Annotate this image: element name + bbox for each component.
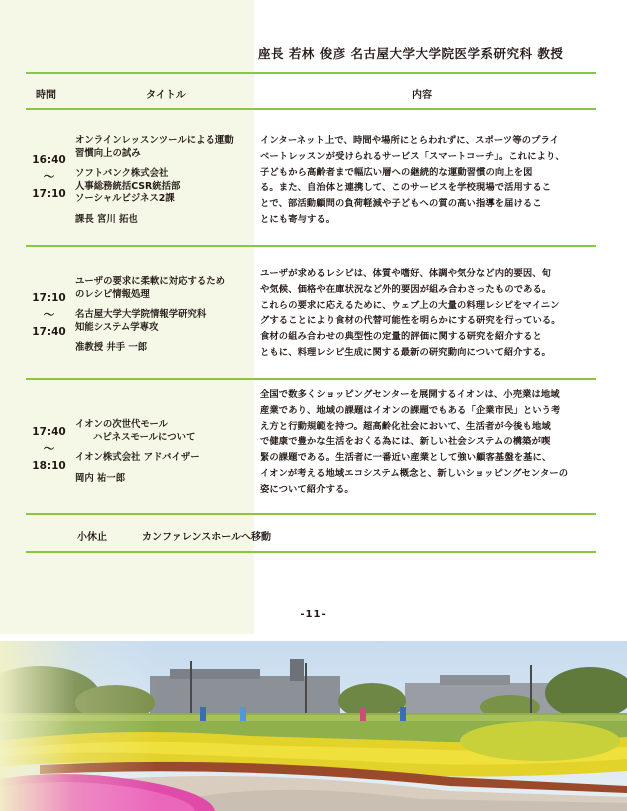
- time-separator: ～: [43, 309, 55, 321]
- time-separator: ～: [43, 443, 55, 455]
- rule-row-3: [26, 513, 596, 515]
- time-end: 17:40: [32, 326, 66, 338]
- campus-photo: [0, 641, 627, 811]
- speaker-org-line: 名古屋大学大学院情報学研究科: [75, 309, 207, 321]
- description-line: で健康で豊かな生活をおくる為には、新しい社会システムの構築が喫: [260, 436, 551, 448]
- time-slot-2: [26, 290, 72, 341]
- description-line: 子どもから高齢者まで幅広い層への継続的な運動習慣の向上を図: [260, 166, 533, 178]
- speaker-name: 岡内 祐一郎: [75, 472, 126, 484]
- rule-row-1: [26, 245, 596, 247]
- description-line: や気候、価格や在庫状況など外的要因が組み合わさったものである。: [260, 283, 552, 295]
- speaker-name: 准教授 井手 一郎: [75, 342, 148, 354]
- break-label: 小休止: [77, 532, 107, 543]
- campus-photo-drawing: [0, 641, 627, 811]
- speaker-org-line: 人事総務統括CSR統括部: [75, 180, 181, 192]
- session-title-line: のレシピ情報処理: [75, 288, 150, 300]
- description-line: グすることにより食材の代替可能性を明らかにする研究を行っている。: [260, 315, 561, 327]
- chair-line: 座長 若林 俊彦 名古屋大学大学院医学系研究科 教授: [258, 46, 564, 61]
- session-description-1: [260, 133, 594, 228]
- time-slot-3: [26, 424, 72, 475]
- time-start: 17:40: [32, 426, 66, 438]
- description-line: ユーザが求めるレシピは、体質や嗜好、体調や気分など内的要因、旬: [260, 268, 552, 279]
- description-line: ともに、料理レシピ生成に関する最新の研究動向について紹介する。: [260, 346, 551, 358]
- header-title: タイトル: [146, 90, 186, 101]
- speaker-org-line: イオン株式会社 アドバイザー: [75, 452, 200, 464]
- break-note: カンファレンスホールへ移動: [142, 532, 272, 543]
- description-line: 緊の課題である。生活者に一番近い産業として強い顧客基盤を基に、: [260, 452, 552, 464]
- time-slot-1: [26, 152, 72, 203]
- time-separator: ～: [43, 171, 55, 183]
- description-line: これらの要求に応えるために、ウェブ上の大量の料理レシピをマイニン: [260, 299, 560, 311]
- description-line: 姿について紹介する。: [260, 483, 354, 495]
- speaker-name: 課長 宮川 拓也: [75, 213, 138, 225]
- time-start: 17:10: [32, 292, 66, 304]
- time-start: 16:40: [32, 154, 66, 166]
- session-title-line: イオンの次世代モール: [75, 419, 168, 430]
- rule-bottom: [26, 551, 596, 553]
- description-line: 食材の組み合わせの典型性の定量的評価に関する研究を紹介すると: [260, 331, 542, 343]
- session-title-line: 習慣向上の試み: [75, 147, 141, 159]
- page-number: -11-: [300, 609, 327, 620]
- description-line: イオンが考える地域エコシステム概念と、新しいショッピングセンターの: [260, 467, 569, 479]
- session-title-block-1: [75, 135, 253, 227]
- session-description-3: [260, 387, 594, 498]
- session-title-line: オンラインレッスンツールによる運動: [75, 135, 234, 146]
- description-line: 産業であり、地域の課題はイオンの課題でもある「企業市民」という考: [260, 404, 561, 416]
- speaker-org-line: ソフトバンク株式会社: [75, 168, 169, 180]
- time-end: 17:10: [32, 188, 66, 200]
- rule-top: [26, 72, 596, 74]
- description-line: とにも寄与する。: [260, 213, 336, 225]
- session-title-block-3: [75, 419, 253, 485]
- session-title-block-2: [75, 276, 253, 355]
- speaker-org-line: ソーシャルビジネス2課: [75, 193, 175, 205]
- session-title-line: ハピネスモールについて: [93, 431, 196, 443]
- session-description-2: [260, 266, 594, 361]
- description-line: え方と行動規範を持つ。超高齢化社会において、生活者が今後も地域: [260, 420, 551, 432]
- description-line: インターネット上で、時間や場所にとらわれずに、スポーツ等のプライ: [260, 135, 560, 146]
- description-line: とで、部活動顧問の負荷軽減や子どもへの質の高い指導を届けるこ: [260, 198, 542, 210]
- header-content: 内容: [412, 90, 432, 101]
- description-line: ベートレッスンが受けられるサービス「スマートコーチ」。これにより、: [260, 150, 565, 162]
- rule-header: [26, 108, 596, 110]
- header-time: 時間: [36, 90, 56, 101]
- description-line: る。また、自治体と連携して、このサービスを学校現場で活用するこ: [260, 182, 552, 194]
- speaker-org-line: 知能システム学専攻: [75, 321, 159, 333]
- time-end: 18:10: [32, 460, 66, 472]
- session-title-line: ユーザの要求に柔軟に対応するため: [75, 276, 226, 287]
- description-line: 全国で数多くショッピングセンターを展開するイオンは、小売業は地域: [260, 389, 560, 400]
- rule-row-2: [26, 378, 596, 380]
